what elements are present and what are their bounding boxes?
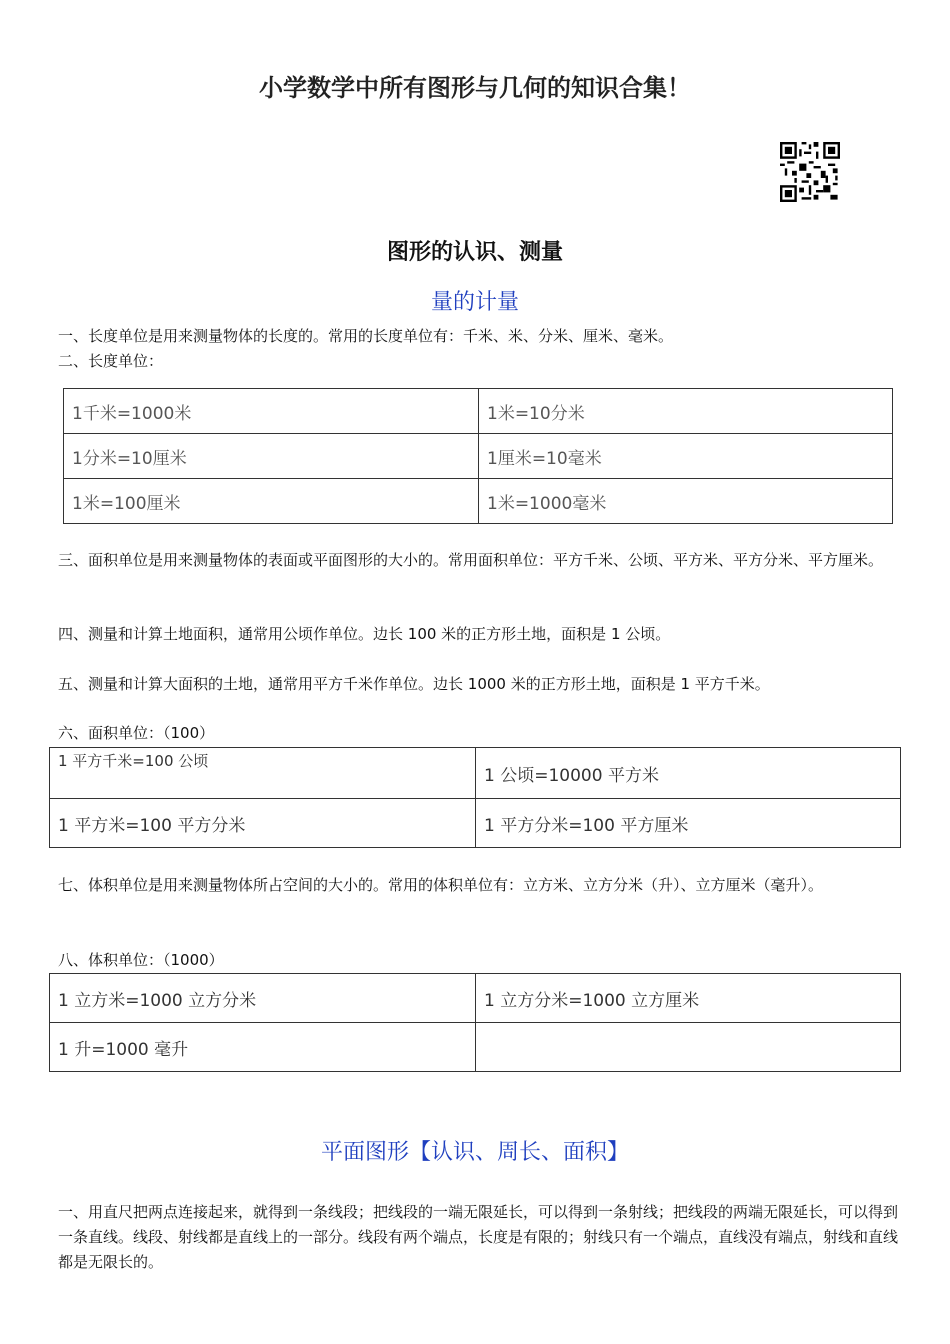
table-row [64,389,893,434]
table-cell: 1米=1000毫米 [479,479,893,524]
area-unit-table [49,747,901,848]
paragraph-7: 七、体积单位是用来测量物体所占空间的大小的。常用的体积单位有：立方米、立方分米（升）、立方厘米（毫升）。 [58,876,824,894]
table-row [50,974,901,1023]
table-row [50,748,901,799]
table-cell [476,1023,901,1072]
table-cell: 1厘米=10毫米 [479,434,893,479]
table-row [50,1023,901,1072]
paragraph-5: 五、测量和计算大面积的土地，通常用平方千米作单位。边长 1000 米的正方形土地，面积是 1 平方千米。 [58,675,770,693]
paragraph-6: 六、面积单位：（100） [58,724,215,742]
table-cell: 1 立方分米=1000 立方厘米 [476,974,901,1023]
length-unit-table [63,388,893,524]
paragraph-1: 一、长度单位是用来测量物体的长度的。常用的长度单位有：千米、米、分米、厘米、毫米。 [58,327,674,345]
volume-unit-table [49,973,901,1072]
table-cell: 1千米=1000米 [64,389,479,434]
paragraph-4: 四、测量和计算土地面积，通常用公顷作单位。边长 100 米的正方形土地，面积是 1 公顷。 [58,625,671,643]
table-row [64,479,893,524]
table-row [50,799,901,848]
table-cell: 1 平方千米=100 公顷 [50,748,476,799]
table-cell: 1米=100厘米 [64,479,479,524]
section-heading-measurement: 量的计量 [430,290,519,315]
table-row [64,434,893,479]
table-cell: 1 升=1000 毫升 [50,1023,476,1072]
table-cell: 1分米=10厘米 [64,434,479,479]
table-cell: 1米=10分米 [479,389,893,434]
qr-code-image [780,142,840,202]
paragraph-8: 八、体积单位：（1000） [58,951,224,969]
paragraph-plane-1: 一、用直尺把两点连接起来，就得到一条线段；把线段的一端无限延长，可以得到一条射线；把线段的两端无限延长，可以得到一条直线。线段、射线都是直线上的一部分。线段有两个端点，长度是有限的；射线只有一个端点，直线没有端点，射线和直线都是无限长的。 [58,1203,899,1271]
document-title: 小学数学中所有图形与几何的知识合集！ [259,74,691,102]
table-cell: 1 公顷=10000 平方米 [476,748,901,799]
table-cell: 1 平方分米=100 平方厘米 [476,799,901,848]
table-cell: 1 平方米=100 平方分米 [50,799,476,848]
section-heading-plane-figures: 平面图形【认识、周长、面积】 [320,1140,629,1165]
section-subtitle: 图形的认识、测量 [386,240,563,265]
paragraph-2: 二、长度单位： [58,352,164,370]
paragraph-3: 三、面积单位是用来测量物体的表面或平面图形的大小的。常用面积单位：平方千米、公顷、平方米、平方分米、平方厘米。 [58,551,884,569]
table-cell: 1 立方米=1000 立方分米 [50,974,476,1023]
